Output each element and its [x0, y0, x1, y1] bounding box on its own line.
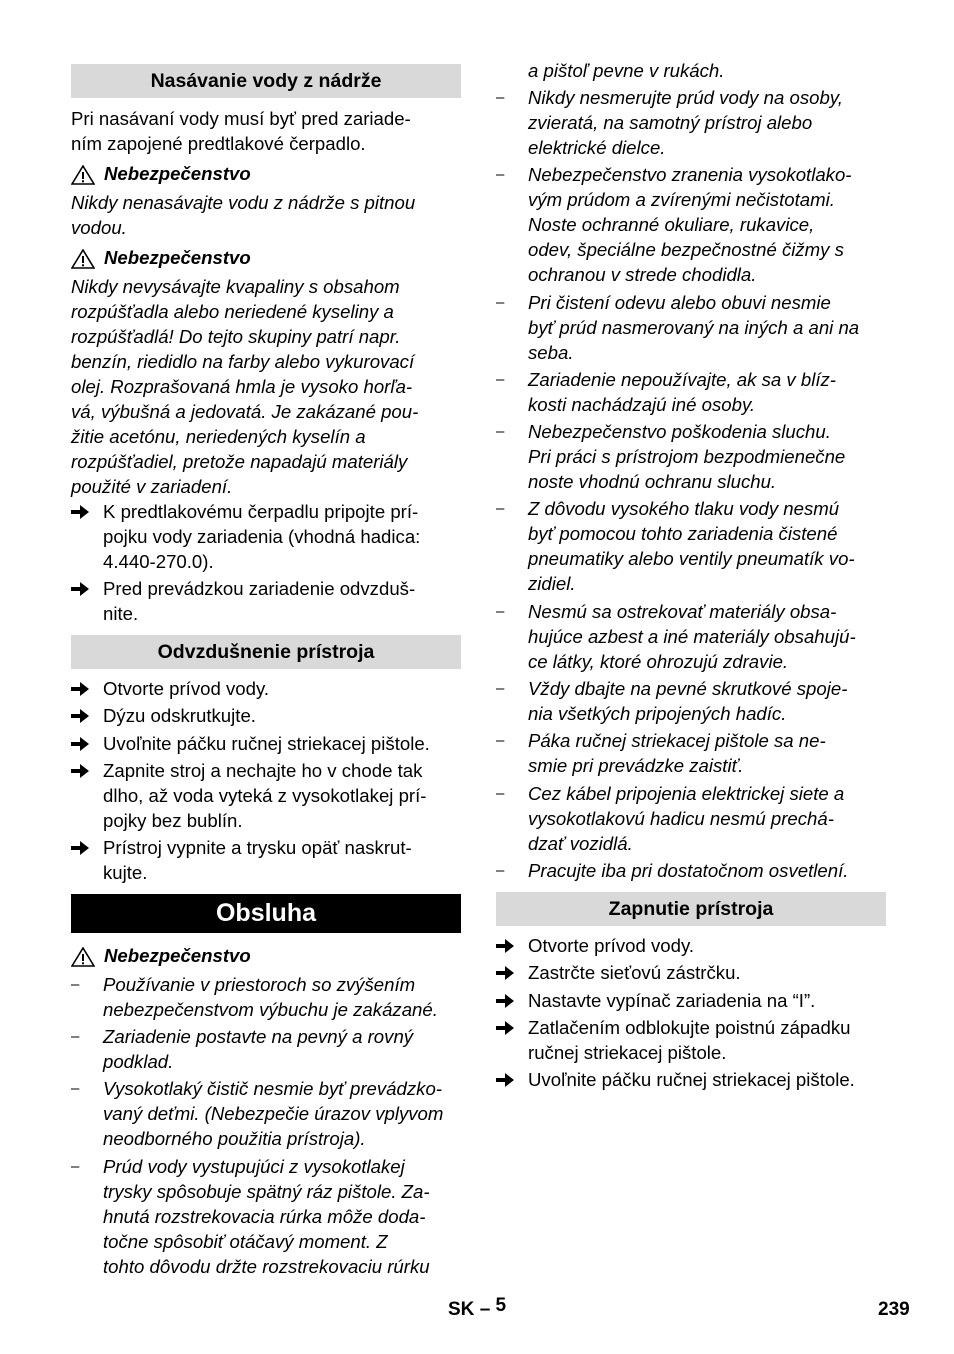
dash-marker: – — [496, 294, 505, 311]
warning-label: Nebezpečenstvo — [104, 945, 251, 966]
text-line: Páka ručnej striekacej pištole sa ne- — [528, 730, 826, 751]
text-line: Cez kábel pripojenia elektrickej siete a — [528, 783, 845, 804]
text-line: vodou. — [71, 217, 127, 238]
text-line: Pri práci s prístrojom bezpodmienečne — [528, 446, 846, 467]
dash-marker: – — [496, 862, 505, 879]
warning-heading — [71, 943, 461, 968]
text-line: elektrické dielce. — [528, 137, 666, 158]
footer-section-page: 5 — [495, 1295, 507, 1316]
text-line: točne spôsobiť otáčavý moment. Z — [103, 1231, 388, 1252]
arrow-right-icon — [71, 840, 89, 856]
warning-text-1 — [71, 190, 461, 240]
text-line: K predtlakovému čerpadlu pripojte prí- — [103, 501, 419, 522]
arrow-right-icon — [71, 763, 89, 779]
sec1-intro — [71, 106, 461, 156]
text-line: noste vhodnú ochranu sluchu. — [528, 471, 777, 492]
text-line: Dýzu odskrutkujte. — [103, 705, 256, 726]
dash-marker: – — [496, 785, 505, 802]
text-line: Vždy dbajte na pevné skrutkové spoje- — [528, 678, 848, 699]
text-line: Zatlačením odblokujte poistnú západku — [528, 1017, 851, 1038]
warning-heading — [71, 161, 461, 186]
section-heading-nasavanie: Nasávanie vody z nádrže — [71, 64, 461, 98]
text-line: benzín, riedidlo na farby alebo vykurovací — [71, 351, 415, 372]
text-line: Používanie v priestoroch so zvýšením — [103, 974, 416, 995]
dash-marker: – — [496, 166, 505, 183]
text-line: seba. — [528, 342, 574, 363]
warning-heading — [71, 245, 461, 270]
warning-label: Nebezpečenstvo — [104, 163, 251, 184]
chapter-heading-obsluha: Obsluha — [71, 894, 461, 933]
text-line: žitie acetónu, neriedených kyselín a — [71, 426, 366, 447]
footer-dash: – — [479, 1299, 491, 1320]
text-line: Zariadenie postavte na pevný a rovný — [103, 1026, 414, 1047]
arrow-right-icon — [71, 581, 89, 597]
text-line: pojku vody zariadenia (vhodná hadica: — [103, 526, 421, 547]
text-line: Vysokotlaký čistič nesmie byť prevádzko- — [103, 1078, 442, 1099]
text-line: tohto dôvodu držte rozstrekovaciu rúrku — [103, 1256, 430, 1277]
text-line: Nikdy nevysávajte kvapaliny s obsahom — [71, 276, 400, 297]
arrow-right-icon — [496, 965, 514, 981]
warning-triangle-icon — [71, 165, 95, 185]
text-line: Prúd vody vystupujúci z vysokotlakej — [103, 1156, 405, 1177]
text-line: nebezpečenstvom výbuchu je zakázané. — [103, 999, 438, 1020]
text-line: Pred prevádzkou zariadenie odvzduš- — [103, 578, 416, 599]
section-heading-odvzdusnenie: Odvzdušnenie prístroja — [71, 635, 461, 669]
arrow-right-icon — [71, 736, 89, 752]
text-line: kosti nachádzajú iné osoby. — [528, 394, 756, 415]
text-line: ce látky, ktoré ohrozujú zdravie. — [528, 651, 789, 672]
footer-language — [448, 1297, 506, 1322]
section-heading-zapnutie: Zapnutie prístroja — [496, 892, 886, 926]
arrow-right-icon — [71, 708, 89, 724]
text-line: Prístroj vypnite a trysku opäť naskrut- — [103, 837, 412, 858]
text-line: dzať vozidlá. — [528, 833, 633, 854]
dash-marker: – — [496, 732, 505, 749]
warning-text-2 — [71, 274, 461, 499]
text-line: použité v zariadení. — [71, 476, 233, 497]
dash-marker: – — [71, 1028, 80, 1045]
text-line: odev, špeciálne bezpečnostné čižmy s — [528, 239, 844, 260]
text-line: Zapnite stroj a nechajte ho v chode tak — [103, 760, 423, 781]
text-line: Nikdy nesmerujte prúd vody na osoby, — [528, 87, 843, 108]
text-line: hnutá rozstrekovacia rúrka môže doda- — [103, 1206, 426, 1227]
dash-marker: – — [496, 423, 505, 440]
arrow-right-icon — [496, 938, 514, 954]
text-line: Uvoľnite páčku ručnej striekacej pištole. — [103, 733, 430, 754]
dash-marker: – — [496, 680, 505, 697]
text-line: 4.440-270.0). — [103, 551, 214, 572]
text-line: pneumatiky alebo ventily pneumatík vo- — [528, 548, 855, 569]
footer-lang-code: SK — [448, 1299, 475, 1320]
dash-marker: – — [71, 1080, 80, 1097]
warning-triangle-icon — [71, 249, 95, 269]
dash-marker: – — [496, 371, 505, 388]
text-line: podklad. — [103, 1051, 174, 1072]
text-line: Otvorte prívod vody. — [528, 935, 695, 956]
text-line: Nesmú sa ostrekovať materiály obsa- — [528, 601, 837, 622]
page-number: 239 — [878, 1299, 910, 1320]
arrow-right-icon — [496, 1020, 514, 1036]
text-line: rozpúšťadiel, pretože napadajú materiály — [71, 451, 408, 472]
arrow-right-icon — [496, 1072, 514, 1088]
text-line: trysky spôsobuje spätný ráz pištole. Za- — [103, 1181, 430, 1202]
text-line: byť pomocou tohto zariadenia čistené — [528, 523, 838, 544]
dash-marker: – — [71, 1158, 80, 1175]
dash-marker: – — [496, 89, 505, 106]
text-line: hujúce azbest a iné materiály obsahujú- — [528, 626, 856, 647]
text-line: Nikdy nenasávajte vodu z nádrže s pitnou — [71, 192, 416, 213]
text-line: Zariadenie nepoužívajte, ak sa v blíz- — [528, 369, 836, 390]
text-line: kujte. — [103, 862, 148, 883]
text-line: Pracujte iba pri dostatočnom osvetlení. — [528, 860, 849, 881]
text-line: olej. Rozprašovaná hmla je vysoko horľa- — [71, 376, 413, 397]
arrow-right-icon — [71, 681, 89, 697]
text-line: Nastavte vypínač zariadenia na “I”. — [528, 990, 816, 1011]
dash-marker: – — [496, 500, 505, 517]
text-line: Zastrčte sieťovú zástrčku. — [528, 962, 741, 983]
text-line: pojky bez bublín. — [103, 810, 243, 831]
text-line: ním zapojené predtlakové čerpadlo. — [71, 133, 366, 154]
arrow-right-icon — [71, 504, 89, 520]
text-line: ručnej striekacej pištole. — [528, 1042, 727, 1063]
dash-marker: – — [71, 976, 80, 993]
dash-marker: – — [496, 603, 505, 620]
text-line: ochranou v strede chodidla. — [528, 264, 757, 285]
text-line: Nebezpečenstvo poškodenia sluchu. — [528, 421, 831, 442]
text-line: Pri čistení odevu alebo obuvi nesmie — [528, 292, 831, 313]
warning-triangle-icon — [71, 947, 95, 967]
text-line: vá, výbušná a jedovatá. Je zakázané pou- — [71, 401, 419, 422]
text-line: Z dôvodu vysokého tlaku vody nesmú — [528, 498, 840, 519]
text-line: nia všetkých pripojených hadíc. — [528, 703, 787, 724]
text-line: Uvoľnite páčku ručnej striekacej pištole. — [528, 1069, 855, 1090]
text-line: vysokotlakovú hadicu nesmú prechá- — [528, 808, 834, 829]
text-line: rozpúšťadla alebo neriedené kyseliny a — [71, 301, 394, 322]
text-line: Noste ochranné okuliare, rukavice, — [528, 214, 815, 235]
text-line: nite. — [103, 603, 139, 624]
text-line: smie pri prevádzke zaistiť. — [528, 755, 744, 776]
text-line: Otvorte prívod vody. — [103, 678, 270, 699]
arrow-right-icon — [496, 993, 514, 1009]
text-line: Pri nasávaní vody musí byť pred zariade- — [71, 108, 411, 129]
text-line: byť prúd nasmerovaný na iných a ani na — [528, 317, 860, 338]
text-line: vým prúdom a zvírenými nečistotami. — [528, 189, 835, 210]
text-line: zidiel. — [528, 573, 576, 594]
text-line: dlho, až voda vyteká z vysokotlakej prí- — [103, 785, 427, 806]
text-line: neodborného použitia prístroja). — [103, 1128, 366, 1149]
text-line: a pištoľ pevne v rukách. — [528, 60, 725, 81]
text-line: Nebezpečenstvo zranenia vysokotlako- — [528, 164, 852, 185]
text-line: zvieratá, na samotný prístroj alebo — [528, 112, 813, 133]
text-line: vaný deťmi. (Nebezpečie úrazov vplyvom — [103, 1103, 444, 1124]
warning-label: Nebezpečenstvo — [104, 247, 251, 268]
text-line: rozpúšťadlá! Do tejto skupiny patrí napr. — [71, 326, 401, 347]
